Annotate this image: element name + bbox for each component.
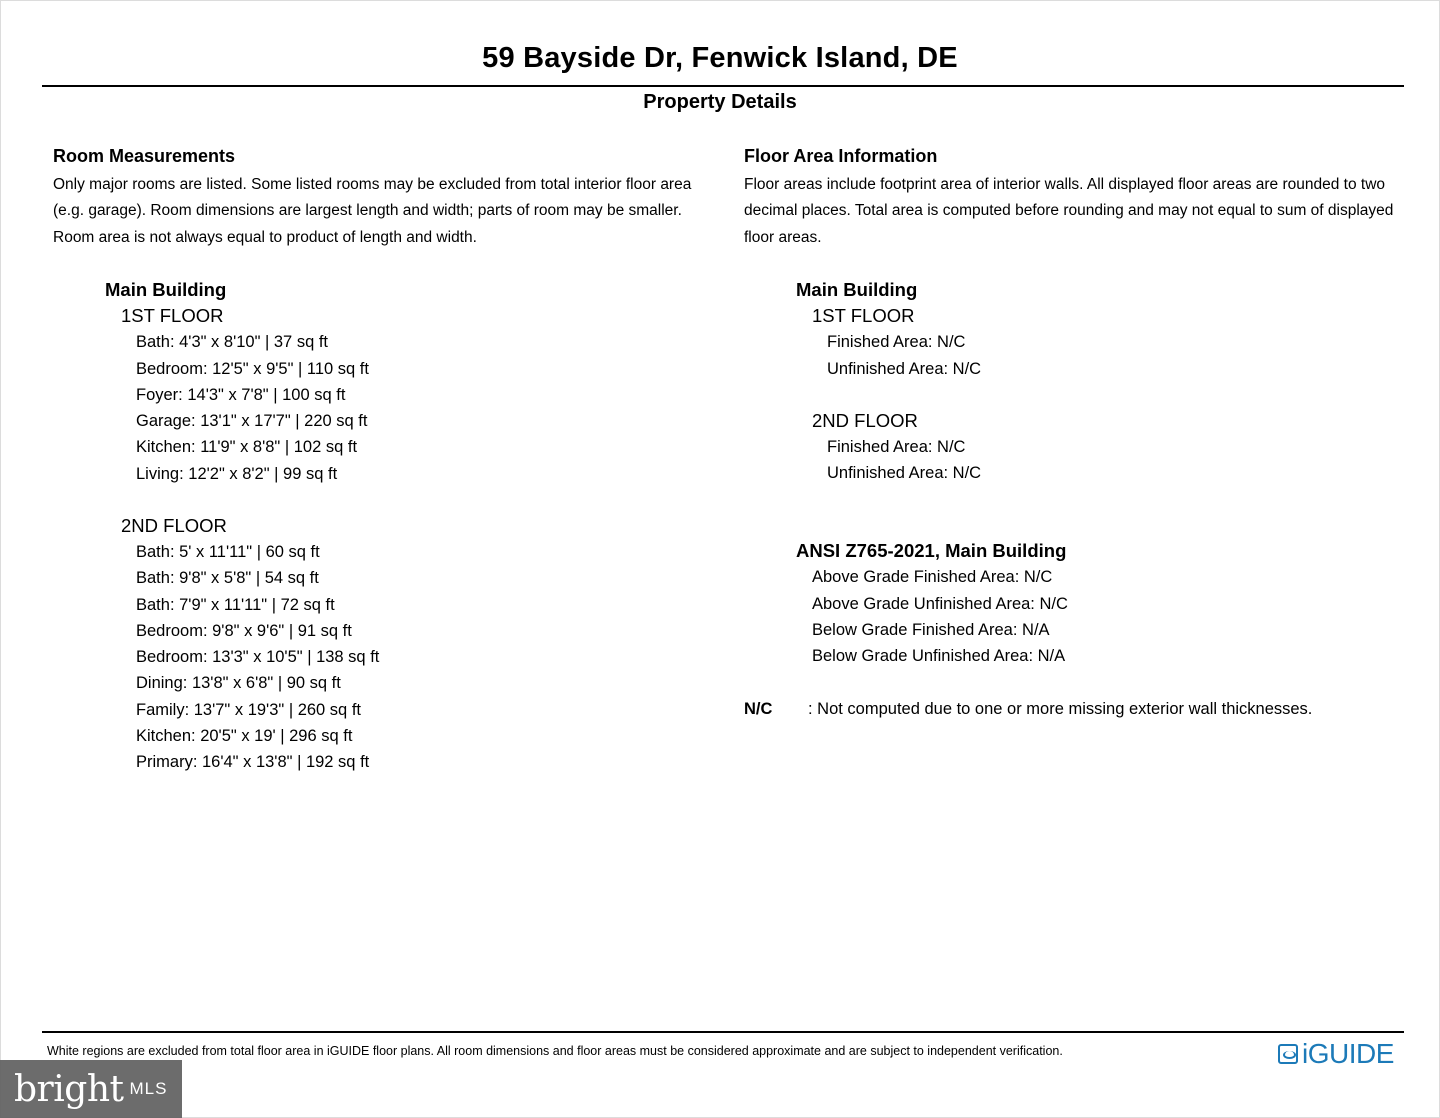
room-item: Living: 12'2" x 8'2" | 99 sq ft [136,464,338,483]
ansi-item: Below Grade Unfinished Area: N/A [812,647,1066,666]
ansi-item: Below Grade Finished Area: N/A [812,621,1050,639]
room-item: Dining: 13'8" x 6'8" | 90 sq ft [136,674,341,693]
building-heading: Main Building [105,279,227,301]
room-item: Bath: 9'8" x 5'8" | 54 sq ft [136,569,319,588]
ansi-heading: ANSI Z765-2021, Main Building [796,540,1067,562]
room-item: Kitchen: 11'9" x 8'8" | 102 sq ft [136,438,358,457]
floor-area-description-line: floor areas. [744,228,822,246]
note-text: : Not computed due to one or more missing exterior wall thicknesses. [808,699,1313,718]
building-heading: Main Building [796,279,918,301]
area-item: Unfinished Area: N/C [827,359,982,378]
room-item: Bath: 5' x 11'11" | 60 sq ft [136,543,320,561]
area-item: Finished Area: N/C [827,437,966,456]
room-measurements-description-line: Room area is not always equal to product of length and width. [53,228,477,246]
footer-disclaimer: White regions are excluded from total floor area in iGUIDE floor plans. All room dimensions and floor areas must be considered approximate and are subject to independent verification. [47,1044,1063,1058]
floor-heading: 2ND FLOOR [812,409,918,431]
floor-area-heading: Floor Area Information [744,146,938,166]
area-item: Unfinished Area: N/C [827,464,982,483]
room-item: Bedroom: 12'5" x 9'5" | 110 sq ft [136,359,369,378]
room-item: Primary: 16'4" x 13'8" | 192 sq ft [136,753,370,772]
room-item: Bedroom: 9'8" x 9'6" | 91 sq ft [136,621,352,640]
nc-note [744,696,1414,722]
room-item: Kitchen: 20'5" x 19' | 296 sq ft [136,727,353,746]
bright-mls-watermark [0,1060,182,1118]
footer-rule [42,1031,1404,1033]
floor-area-description-line: decimal places. Total area is computed before rounding and may not equal to sum of displayed [744,202,1394,220]
floor-heading: 1ST FLOOR [121,305,224,327]
room-item: Bath: 7'9" x 11'11" | 72 sq ft [136,595,335,614]
ansi-item: Above Grade Finished Area: N/C [812,568,1053,587]
page-subtitle: Property Details [643,91,797,113]
room-item: Family: 13'7" x 19'3" | 260 sq ft [136,700,361,719]
header-rule [42,85,1404,87]
note-code: N/C [744,699,773,718]
iguide-logo [1278,1038,1394,1070]
room-item: Bedroom: 13'3" x 10'5" | 138 sq ft [136,648,380,667]
iguide-logo-text: iGUIDE [1302,1038,1394,1069]
watermark-brand: bright [14,1068,124,1110]
page-title: 59 Bayside Dr, Fenwick Island, DE [482,42,958,74]
room-measurements-section [53,146,713,776]
room-item: Bath: 4'3" x 8'10" | 37 sq ft [136,333,328,352]
watermark-suffix: MLS [129,1079,168,1098]
room-measurements-heading: Room Measurements [53,146,236,166]
room-measurements-description-line: (e.g. garage). Room dimensions are largest length and width; parts of room may be smaller. [53,202,682,220]
floor-heading: 1ST FLOOR [812,305,915,327]
floor-heading: 2ND FLOOR [121,515,227,536]
ansi-item: Above Grade Unfinished Area: N/C [812,594,1068,613]
room-item: Foyer: 14'3" x 7'8" | 100 sq ft [136,385,346,404]
room-item: Garage: 13'1" x 17'7" | 220 sq ft [136,412,368,431]
area-item: Finished Area: N/C [827,333,966,352]
floor-area-section [744,146,1414,722]
floor-area-description-line: Floor areas include footprint area of interior walls. All displayed floor areas are rounded to two [744,176,1386,193]
iguide-logo-icon [1278,1044,1298,1064]
room-measurements-description-line: Only major rooms are listed. Some listed rooms may be excluded from total interior floor area [53,176,692,193]
